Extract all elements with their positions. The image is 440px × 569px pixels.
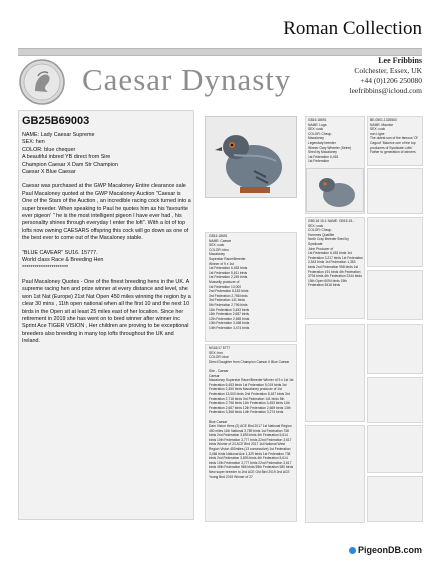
- great-grand-dam-card: [367, 168, 423, 214]
- header: [18, 14, 422, 100]
- pigeon-name: NAME: Lady Caesar Supreme: [22, 132, 95, 138]
- blue-caevar-subheading: World class Race & Breeding Hen: [22, 257, 104, 264]
- caesar-paragraph: Caesar was purchased at the GWP Macaloney Entire clearance sale Paul Macaloney quoted at the GWP Macaloney Auction "Caesar is One of the Stars of the Auction , an incredible racing cock turned into a super breeder. When speaking to Paul he quotes him as his 'favourite ever pigeon' " he is the most intelligent pigeon I have ever had , his personality shines through everyday I enter the loft". With a lot of top lofts now owning CAESARS offspring this cock will go down as one of the best ever to come out of the Macaloney stable.: [22, 183, 191, 242]
- footer-brand[interactable]: [349, 545, 422, 555]
- grand-dam-card-text: GB0.18 10-1 NAME: GB15-15... SEX: cock COLOR: Chequ Hommes Qualifier North Cray Breeder Bred by Syndicate John Producer of 1st Federation 6,453 birds 1st Federation 3,217 birds 1st Federation 2,543 birds 1st Federation 1,353 birds 2nd Federation 958 birds 1st Federation 191 birds 4th Federation 3794 birds 4th Federation 2244 birds 15th Open 6094 birds 15th Federation 5416 birds: [308, 219, 363, 288]
- main-pigeon-text: [22, 132, 192, 353]
- asterisk-divider: **********************: [22, 264, 69, 271]
- grand-dam-card-2: [305, 425, 365, 523]
- header-rule: [18, 48, 422, 56]
- pigeondb-logo-icon: [349, 547, 356, 554]
- pigeon-photo: [205, 116, 297, 198]
- ggd-card-4: [367, 476, 423, 522]
- grand-sire-photo: [306, 168, 364, 212]
- great-grand-sire-card-text: BE-0501-1325563 NAME: Maurice SEX: cock non Ligne The oldest son of the famous 'Ol' Cagout' 'Maurice one of the top producers of Syndicate Lofts' Father to generation of winners: [370, 118, 418, 155]
- contact-phone: +44 (0)1206 250080: [360, 76, 422, 85]
- dam-card-text: NS16/17 5777 SEX: hen COLOR: blue Direct Daughter from Champion Caesar X Blue Caesar Sire - Caesar Caesar Macaloney Superstar Racer/Breeder Winner of 9 x 1st 1st Federation 6,453 birds 1st Federation 5,019 birds 1st Federation 2,350 birds Macaloney producer of 1st Federation 13,000 birds 2nd Federation 8,187 birds 3rd Federation 2,718 birds 3rd Federation 141 birds 5th Federation 2,796 birds 11th Federation 3,453 birds 11th Federation 2,687 birds 12th Federation 2,669 birds 13th Federation 3,368 birds 14th Federation 3,274 birds Blue Caesar Dam Vision Hens (2) ACE Bird 2017 1st National Region 450 miles 11th National 3,789 birds 1st Federation 738 birds 2nd Federation 3,893 birds 4th Federation 5,614 birds 10th Federation 3,777 birds 22nd Federation 3,617 birds Winner of 24 ACE Bird 2017 1st National West Region Vision 450miles (13 consecutive) 1st Federation 3,456 birds National Ace 1,329 birds 1st Federation 738 birds 2nd Federation 3,893 birds 4th Federation 5,614 birds 10th Federation 3,777 birds 22nd Federation 3,617 birds 45th Federation 966 birds 55th Federation 980 birds New super breeder to 2nd ACE Old Bird 2019 2nd ACE Young Bird 2019 Winner of 27: [209, 346, 294, 479]
- grand-sire-card-2: [305, 324, 365, 422]
- grand-sire-card-text: GB16 18691 NAME: Lugs SEX: cock COLOR: Chequ Macaloney Legendary breeder Winner Gary Wheeler (Seine) Sired by Macaloney 1st Federation 6,453 1st Federation: [308, 118, 352, 164]
- contact-block: [349, 56, 422, 96]
- pigeon-desc-2: Champion Caesar X Dam Str Champion: [22, 161, 118, 168]
- pigeon-desc-3: Caesar X Blue Caesar: [22, 169, 76, 176]
- ggs-card-2: [367, 217, 423, 267]
- contact-email[interactable]: leefribbins@icloud.com: [349, 86, 422, 95]
- dynasty-title: Caesar Dynasty: [82, 62, 292, 97]
- ggd-card-2: [367, 270, 423, 320]
- macaloney-quote-paragraph: Paul Macaloney Quotes - One of the finest breeding hens in the UK. A supreme racing hen and prize winner at every distance and level, she won 1st Nat (Europe) 21st Nat Open 450 miles winning the region by a clear 30 mins , 11th open national when all the first 10 and the next 10 birds in the Open sit at least 25 miles east of her location. Since her retirement in 2019 she has went on to bred winner after winner inc Sprint Ace TIGER VISION , Her children are proving to be exceptional breeders also breeding in many top lofts throughout the UK and Ireland.: [22, 278, 191, 345]
- ggd-card-3: [367, 377, 423, 423]
- pigeon-color: COLOR: blue chequer: [22, 146, 76, 153]
- collection-title: Roman Collection: [283, 18, 422, 39]
- ggs-card-3: [367, 324, 423, 374]
- sire-card-text: GB16 18691 NAME: Caesar SEX: cock COLOR: bleu Macaloney Superstar Racer/Breeder Winner of 9 x 1st 1st Federation 6,453 birds 1st Federation 5,611 birds 1st Federation 2,249 birds Musselly producer of 1st Federation 13,000 2nd Federation 8,182 birds 3rd Federation 2,758 birds 3rd Federation 141 birds 5th Federation 2,796 birds 11th Federation 3,453 birds 11th Federation 2,687 birds 12th Federation 2,669 birds 13th Federation 3,468 birds 14th Federation 3,474 birds: [209, 234, 250, 330]
- blue-caevar-heading: "BLUE CAVEAR" SU16. 15777.: [22, 249, 98, 256]
- caesar-coin-logo-icon: [18, 58, 66, 106]
- pigeon-sex: SEX: hen: [22, 139, 45, 146]
- contact-name: Lee Fribbins: [378, 56, 422, 65]
- ggs-card-4: [367, 425, 423, 473]
- contact-location: Colchester, Essex, UK: [354, 66, 422, 75]
- pigeon-desc-1: A beautiful inbred YB direct from Sire: [22, 154, 111, 161]
- ring-number: GB25B69003: [22, 115, 90, 127]
- footer-brand-text: PigeonDB.com: [357, 545, 422, 555]
